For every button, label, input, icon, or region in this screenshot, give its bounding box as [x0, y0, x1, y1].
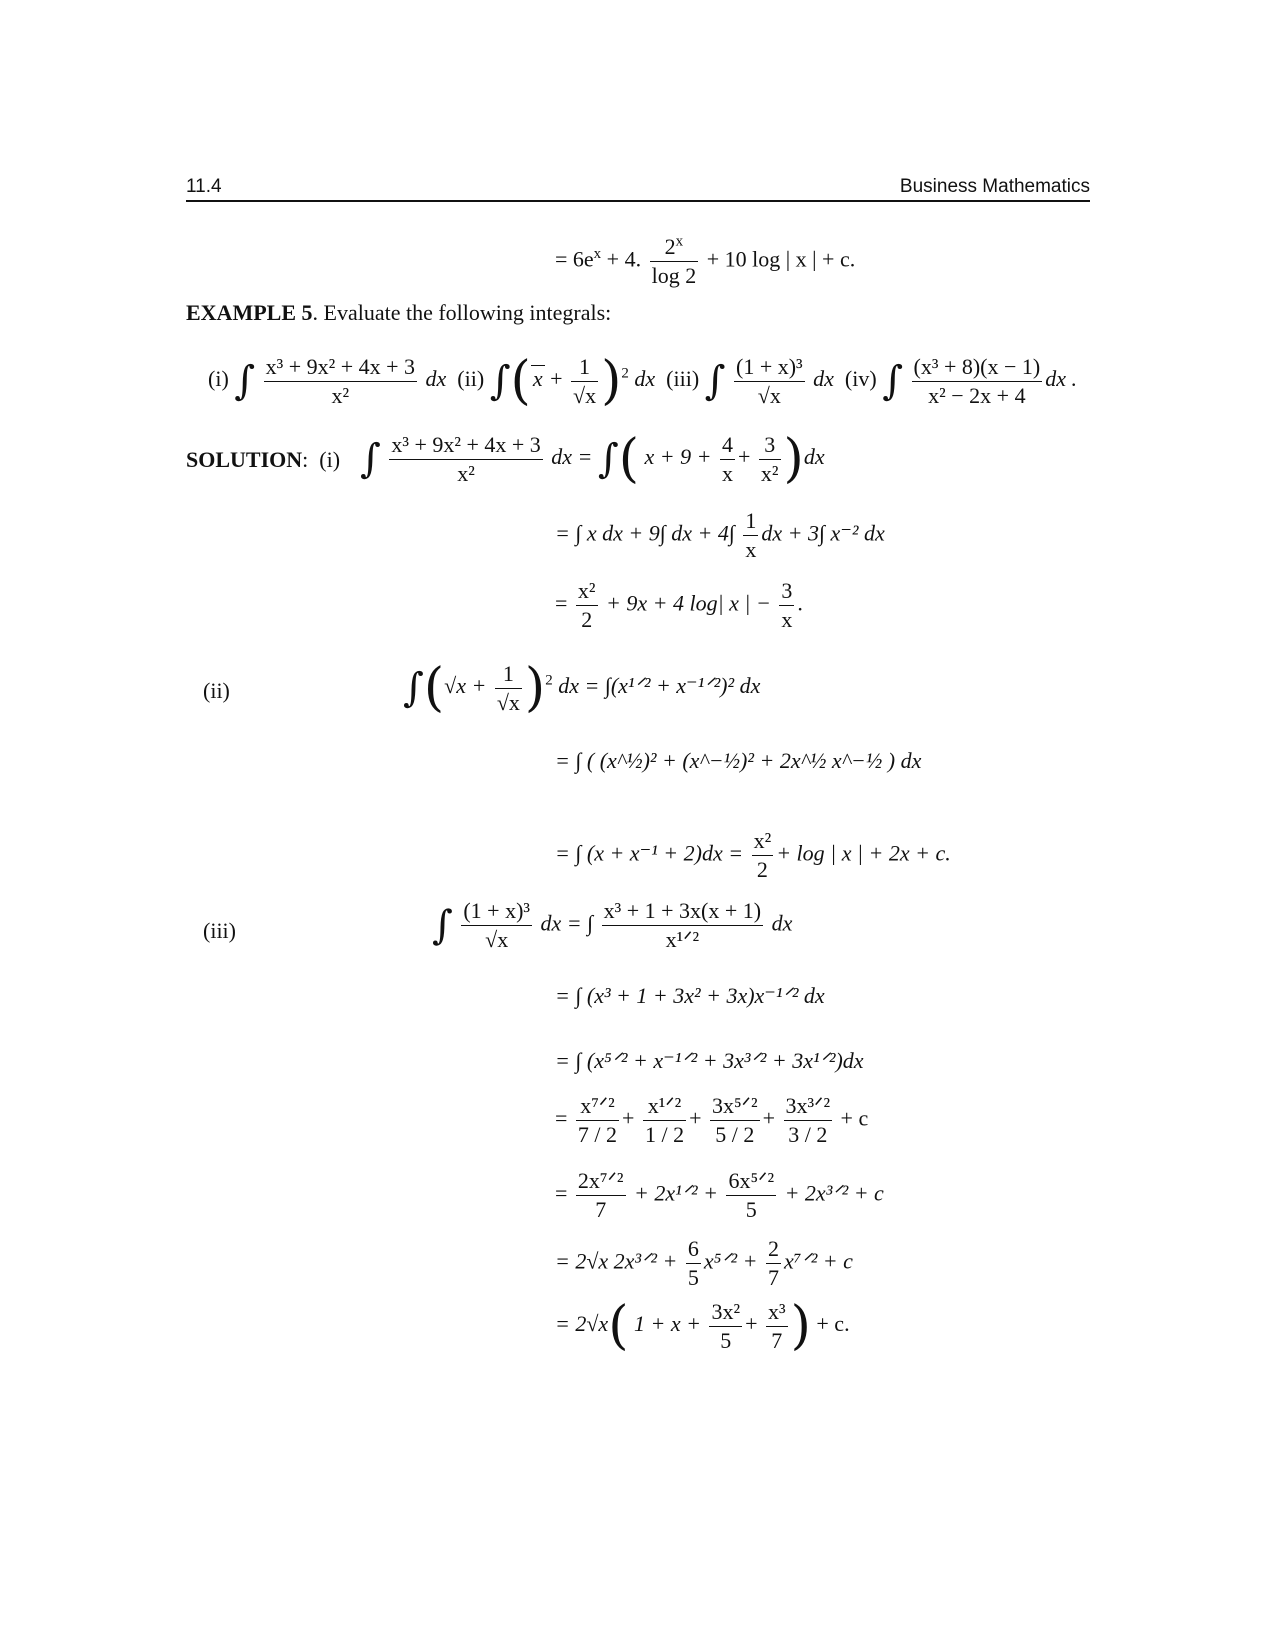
problem-ii-fraction: $\frac{1}{√x}$ — [573, 353, 597, 408]
solution-iii-step-2: = ∫ (x³ + 1 + 3x² + 3x)x⁻¹ᐟ² dx — [555, 983, 825, 1008]
problem-iii-label: (iii) — [666, 366, 700, 392]
top-result: = $6e^x + 4$. $\frac{2^x}{\log 2}$ + 10 log | x | + c. — [555, 233, 856, 288]
solution-ii-step-2: = ∫ ( (x^½)² + (x^−½)² + 2x^½ x^−½ ) dx — [555, 748, 922, 773]
solution-ii-step-1: ∫(√x + $\frac{1}{√x}$ )$^2$ dx = ∫(x¹ᐟ² + x⁻¹ᐟ²)² dx — [403, 658, 761, 718]
integral-sign: ∫ — [704, 358, 726, 404]
fraction: $\frac{2^x}{\log 2}$ — [651, 233, 697, 288]
solution-part-iii-label: (iii) — [203, 918, 236, 943]
solution-i-step-3: = $\frac{\text{x²}}{2}$ + 9x + 4 log| x | − $\frac{3}{x}$ . — [555, 578, 803, 632]
solution-ii-step-3: = ∫ (x + x⁻¹ + 2)dx = $\frac{\text{x²}}{2}$ + log | x | + 2x + c. — [555, 828, 951, 882]
solution-i-step-1: ∫ $\frac{\text{x³ + 9x² + 4x + 3}}{\text{x²}}$ dx = ∫( x + 9 + $\frac{4}{x}$ + $\frac{3}{\text{x²}}$ )dx — [360, 429, 825, 489]
integral-sign: ∫ — [882, 358, 904, 404]
solution-part-ii-label: (ii) — [203, 678, 230, 703]
page-number: 11.4 — [186, 176, 222, 197]
solution-iii-step-5: = $\frac{\text{2x⁷ᐟ²}}{7}$ + 2x¹ᐟ² + $\frac{\text{6x⁵ᐟ²}}{5}$ + 2x³ᐟ² + c — [555, 1168, 884, 1222]
example-heading: EXAMPLE 5. Evaluate the following integrals: — [186, 300, 612, 325]
problem-i-fraction: $\frac{\text{x³ + 9x² + 4x + 3}}{\text{x²}}$ — [265, 353, 416, 408]
integral-sign: ∫ — [234, 358, 256, 404]
solution-iii-step-7: = 2√x( 1 + x + $\frac{\text{3x²}}{5}$ + $\frac{\text{x³}}{7}$ ) + c. — [555, 1296, 850, 1356]
problem-iii-fraction: $\frac{\text{(1 + x)³}}{√x}$ — [736, 353, 803, 408]
solution-i-step-2: = ∫ x dx + 9∫ dx + 4∫ $\frac{1}{x}$ dx + 3∫ x⁻² dx — [555, 508, 885, 562]
solution-heading: SOLUTION: (i) — [186, 447, 341, 472]
solution-iii-step-6: = 2√x 2x³ᐟ² + $\frac{6}{5}$ x⁵ᐟ² + $\frac{2}{7}$ x⁷ᐟ² + c — [555, 1236, 853, 1290]
problem-i-label: (i) — [208, 366, 229, 392]
solution-iii-step-3: = ∫ (x⁵ᐟ² + x⁻¹ᐟ² + 3x³ᐟ² + 3x¹ᐟ²)dx — [555, 1048, 864, 1073]
header-rule — [186, 200, 1090, 202]
solution-part-i-label: (i) — [319, 447, 341, 472]
solution-iii-step-4: = $\frac{\text{x⁷ᐟ²}}{7 / 2}$ + $\frac{\text{x¹ᐟ²}}{1 / 2}$ + $\frac{\text{3x⁵ᐟ²}}{5 / 2}$ + $\frac{\text{3x³ᐟ²}}{3 / 2}$ + c — [555, 1093, 869, 1147]
book-title: Business Mathematics — [899, 176, 1090, 197]
solution-iii-step-1: ∫ $\frac{\text{(1 + x)³}}{√x}$ dx = ∫ $\frac{\text{x³ + 1 + 3x(x + 1)}}{\text{x¹ᐟ²}}$ dx — [432, 898, 793, 952]
problem-ii-label: (ii) — [457, 366, 485, 392]
problem-iv-label: (iv) — [844, 366, 877, 392]
integral-sign: ∫ — [489, 358, 511, 404]
problem-list: (i) ∫ $\frac{\text{x³ + 9x² + 4x + 3}}{\text{x²}}$ dx (ii) ∫(x + $\frac{1}{√x}$ )$^2$ dx (iii) ∫ $\frac{\text{(1 + x)³}}{√x}$ dx (iv) ∫ $\frac{\text{(x³ + 8)(x − 1)}}{\text{x² − 2x + 4}}$ dx . — [208, 351, 1078, 411]
problem-iv-fraction: $\frac{\text{(x³ + 8)(x − 1)}}{\text{x² − 2x + 4}}$ — [913, 353, 1041, 408]
